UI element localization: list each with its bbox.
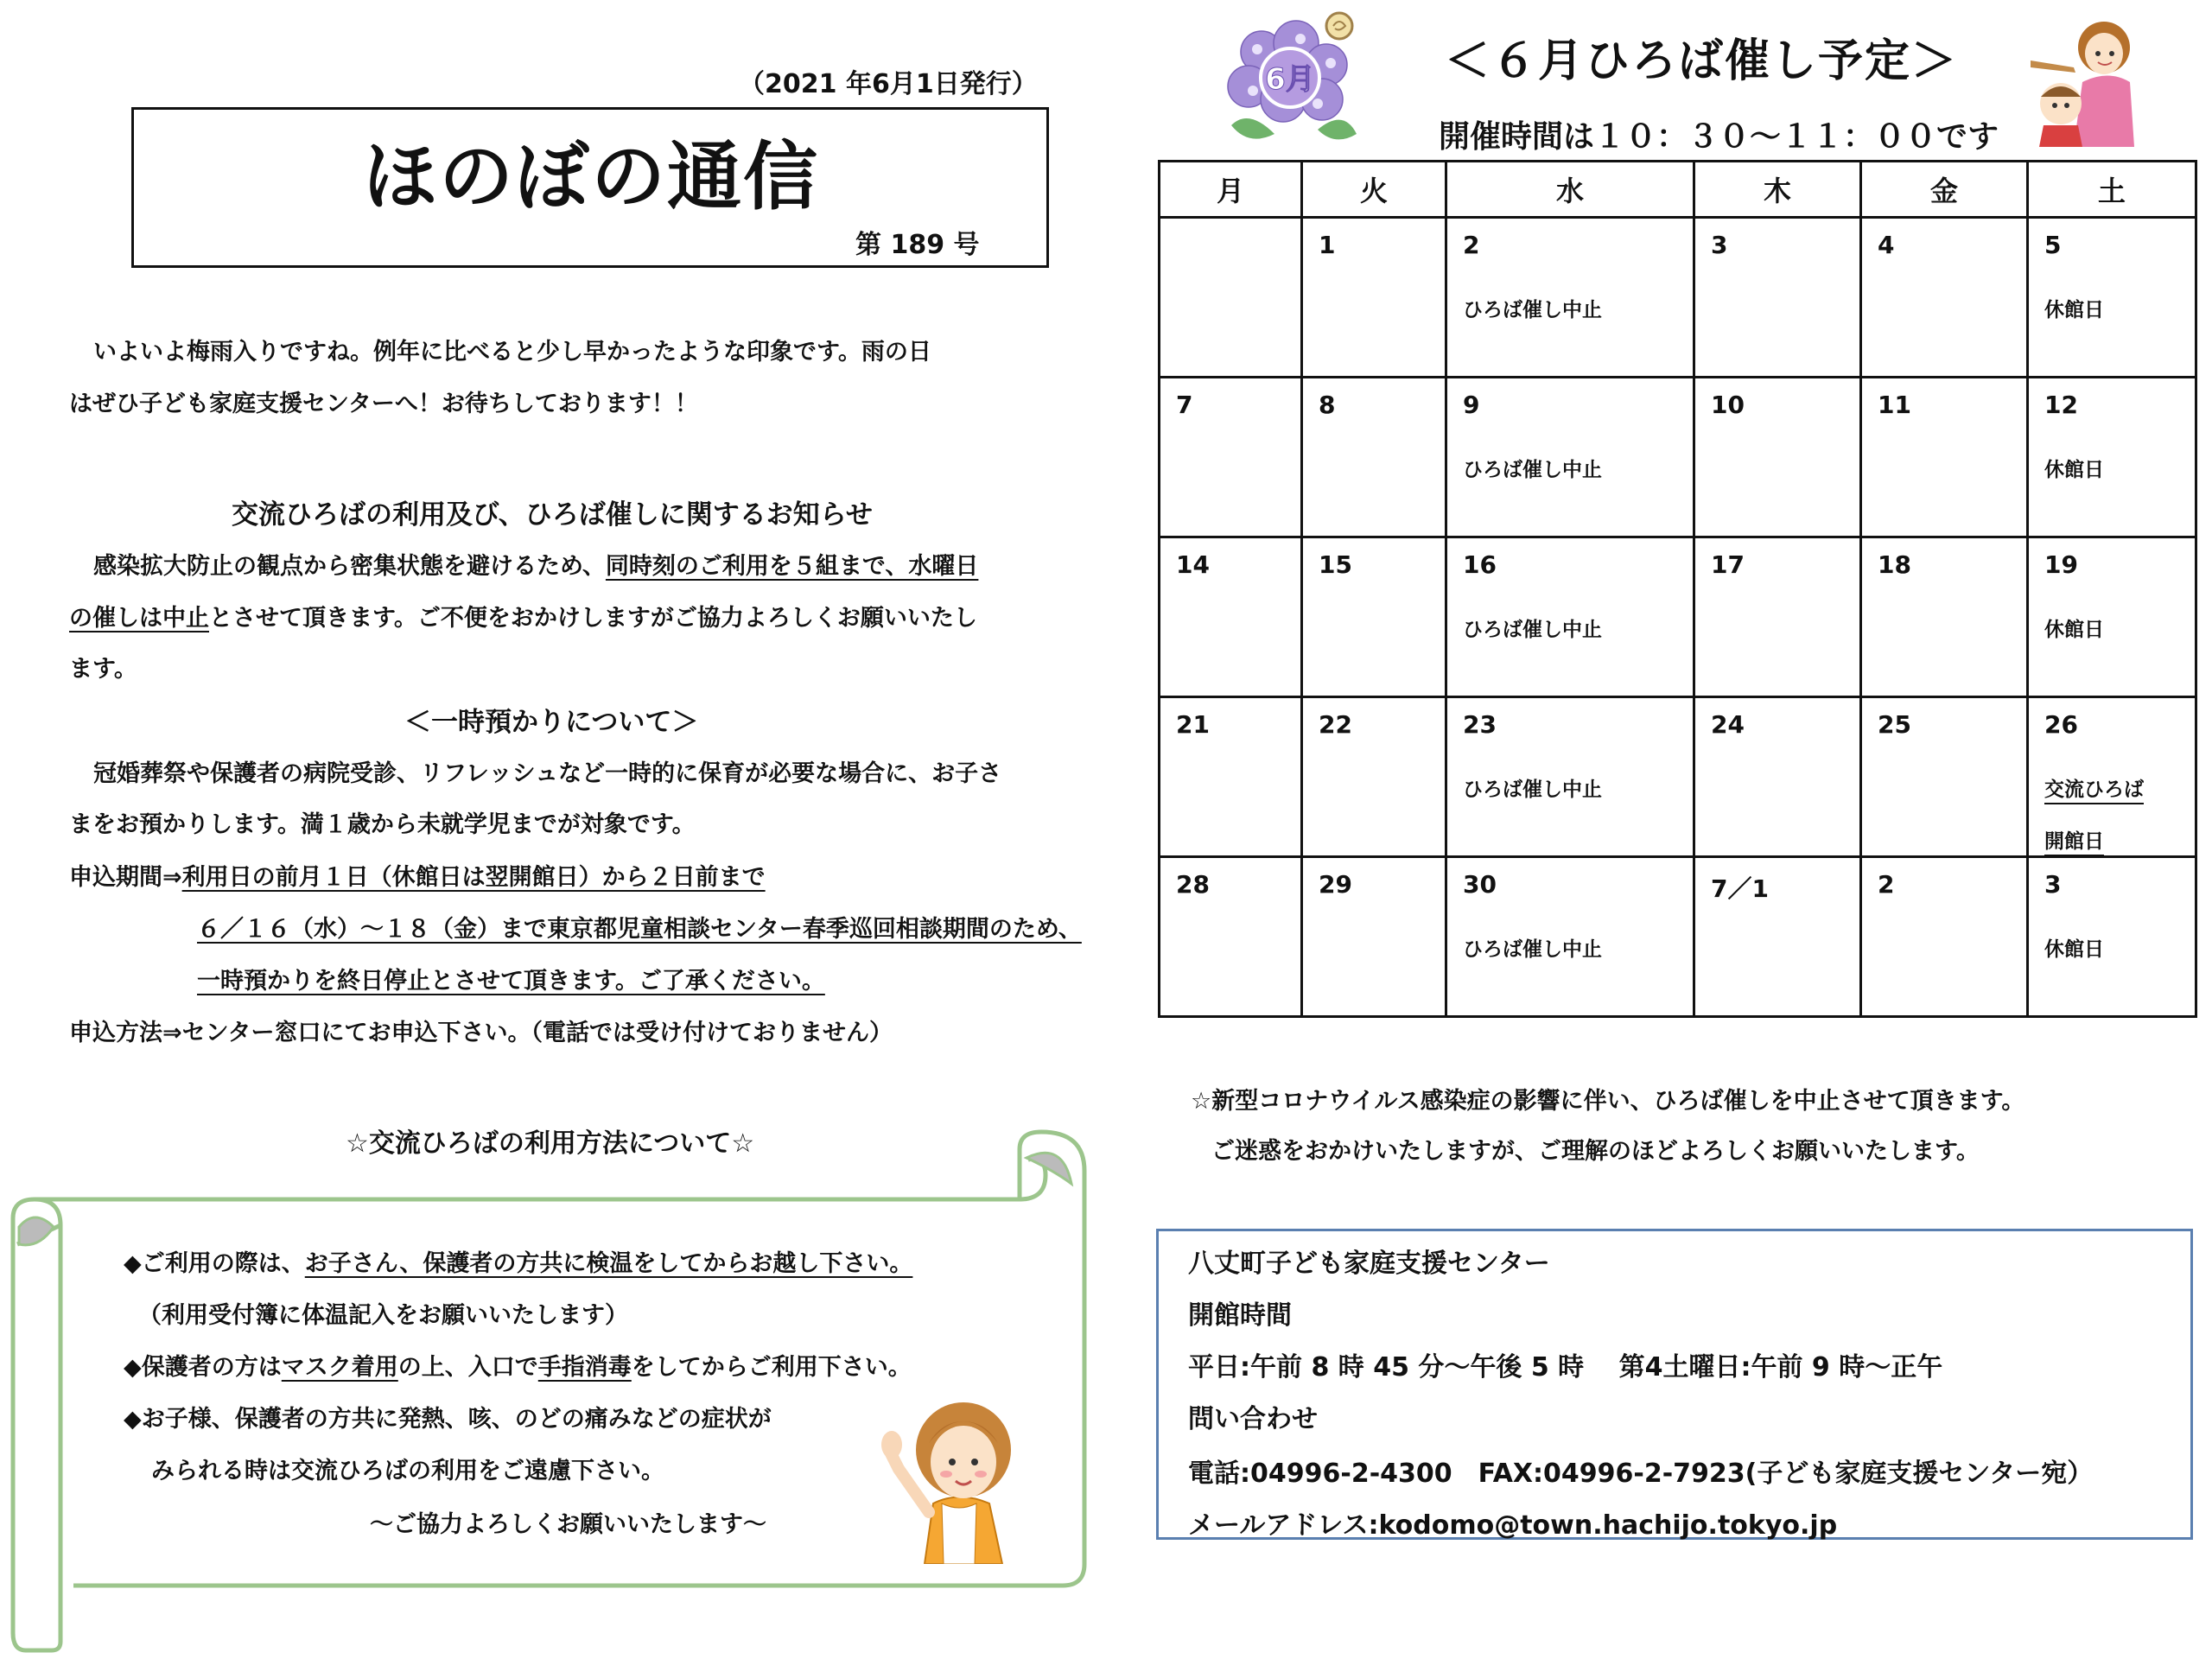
day-event-note: ひろば催し中止 [1463, 619, 1602, 641]
day-number: 25 [1878, 710, 1911, 739]
weekday-wed: 水 [1446, 162, 1694, 218]
calendar-day-cell [1446, 378, 1694, 537]
scroll-line-3d: 手指消毒 [537, 1354, 632, 1381]
section1-line-1a: 感染拡大防止の観点から密集状態を避けるため、 [93, 553, 606, 580]
day-number: 14 [1176, 550, 1210, 579]
hours-label: 開館時間 [1188, 1300, 1292, 1331]
calendar-day-cell [1302, 697, 1446, 857]
scroll-line-4: ◆お子様、保護者の方共に発熱、咳、のどの痛みなどの症状が [124, 1406, 772, 1433]
calendar-day-cell [1861, 537, 2028, 697]
issue-number: 第 189 号 [855, 230, 980, 260]
staff-woman-illustration [873, 1382, 1046, 1564]
section1-line-1 [93, 547, 978, 581]
calendar-day-cell [1160, 218, 1302, 378]
hydrangea-badge-icon [1214, 4, 1365, 151]
calendar-day-cell [1861, 218, 2028, 378]
calendar-day-cell [1694, 537, 1861, 697]
scroll-line-5: みられる時は交流ひろばの利用をご遠慮下さい。 [151, 1458, 664, 1484]
day-event-note: 交流ひろば 開館日 [2044, 779, 2144, 853]
calendar-day-cell [1446, 697, 1694, 857]
period-label: 申込期間⇒ [69, 864, 182, 891]
scroll-line-3e: をしてからご利用下さい。 [631, 1354, 912, 1381]
day-number: 4 [1878, 231, 1895, 259]
section2-line-2: まをお預かりします。満１歳から未就学児までが対象です。 [69, 811, 696, 838]
day-number: 3 [2044, 870, 2062, 899]
newsletter-title: ほのぼの通信 [363, 134, 819, 220]
phone-fax: 電話:04996-2-4300 FAX:04996-2-7923(子ども家庭支援センター宛） [1188, 1459, 2094, 1489]
day-number: 2 [1878, 870, 1895, 899]
weekday-tue: 火 [1302, 162, 1446, 218]
scroll-line-2: （利用受付簿に体温記入をお願いいたします） [138, 1302, 628, 1329]
calendar-day-cell [1302, 378, 1446, 537]
calendar-day-cell [1446, 857, 1694, 1017]
section1-line-1b: 同時刻のご利用を５組まで、水曜日 [605, 553, 979, 580]
calendar-day-cell [1160, 697, 1302, 857]
email-address: メールアドレス:kodomo@town.hachijo.tokyo.jp [1188, 1510, 1838, 1541]
calendar-day-cell [1302, 537, 1446, 697]
section2-line-1: 冠婚葬祭や保護者の病院受診、リフレッシュなど一時的に保育が必要な場合に、お子さ [93, 760, 1002, 787]
day-number: 19 [2044, 550, 2078, 579]
day-number: 26 [2044, 710, 2078, 739]
calendar-day-cell [1694, 857, 1861, 1017]
calendar-week-row [1160, 537, 2196, 697]
section1-heading: 交流ひろばの利用及び、ひろば催しに関するお知らせ [232, 499, 873, 531]
calendar-day-cell [2028, 537, 2196, 697]
day-event-note: 休館日 [2044, 938, 2104, 961]
calendar-day-cell [1302, 857, 1446, 1017]
day-number: 29 [1319, 870, 1352, 899]
cancellation-notice-2: ご迷惑をおかけいたしますが、ご理解のほどよろしくお願いいたします。 [1211, 1138, 1980, 1165]
center-name: 八丈町子ども家庭支援センター [1188, 1249, 1550, 1279]
calendar-day-cell [1694, 378, 1861, 537]
day-number: 21 [1176, 710, 1210, 739]
period-value: 利用日の前月１日（休館日は翌開館日）から２日前まで [181, 864, 766, 891]
calendar-day-cell [2028, 697, 2196, 857]
day-event-note: ひろば催し中止 [1463, 779, 1602, 801]
calendar-day-cell [1694, 218, 1861, 378]
scroll-line-3 [124, 1348, 912, 1382]
scroll-line-1 [124, 1244, 912, 1278]
scroll-line-3b: マスク着用 [281, 1354, 398, 1381]
scroll-line-3a: ◆保護者の方は [124, 1354, 282, 1381]
day-event-note: 休館日 [2044, 619, 2104, 641]
weekday-header-row [1160, 162, 2196, 218]
calendar-day-cell [1160, 537, 1302, 697]
day-event-note: 休館日 [2044, 299, 2104, 321]
calendar-week-row [1160, 378, 2196, 537]
day-number: 7 [1176, 391, 1193, 419]
day-number: 9 [1463, 391, 1480, 419]
day-number: 3 [1711, 231, 1728, 259]
day-number: 1 [1319, 231, 1336, 259]
day-number: 2 [1463, 231, 1480, 259]
day-number: 7／1 [1711, 874, 1769, 903]
section1-line-2a: の催しは中止 [69, 605, 209, 632]
weekday-sat: 土 [2028, 162, 2196, 218]
issue-date: （2021 年6月1日発行） [739, 69, 1038, 99]
badge-label: 6月 [1265, 62, 1315, 97]
calendar-day-cell [1160, 378, 1302, 537]
calendar-week-row [1160, 697, 2196, 857]
section1-line-2 [69, 599, 977, 632]
day-event-note: 休館日 [2044, 459, 2104, 481]
inquiry-label: 問い合わせ [1188, 1404, 1318, 1434]
scroll-line-1a: ◆ご利用の際は、 [124, 1250, 305, 1277]
calendar-week-row [1160, 857, 2196, 1017]
calendar-day-cell [1861, 857, 2028, 1017]
intro-line-1: いよいよ梅雨入りですね。例年に比べると少し早かったような印象です。雨の日 [93, 339, 931, 365]
calendar-day-cell [2028, 857, 2196, 1017]
day-number: 17 [1711, 550, 1745, 579]
cancellation-notice-1: ☆新型コロナウイルス感染症の影響に伴い、ひろば催しを中止させて頂きます。 [1191, 1088, 2025, 1115]
application-period [69, 858, 766, 892]
opening-hours: 平日:午前 8 時 45 分～午後 5 時 第4土曜日:午前 9 時～正午 [1188, 1352, 1943, 1382]
section1-line-2b: とさせて頂きます。ご不便をおかけしますがご協力よろしくお願いいたし [209, 605, 977, 632]
calendar-day-cell [1861, 697, 2028, 857]
scroll-line-1b: お子さん、保護者の方共に検温をしてからお越し下さい。 [304, 1250, 913, 1277]
section1-line-3: ます。 [69, 656, 137, 683]
weekday-mon: 月 [1160, 162, 1302, 218]
scroll-heading: ☆交流ひろばの利用方法について☆ [346, 1128, 755, 1159]
calendar-hours: 開催時間は１０：３０～１１：００です [1439, 119, 1999, 155]
day-number: 23 [1463, 710, 1497, 739]
period-note-1: ６／１６（水）～１８（金）まで東京都児童相談センター春季巡回相談期間のため、 [197, 916, 1082, 943]
day-number: 16 [1463, 550, 1497, 579]
scroll-line-3c: の上、入口で [397, 1354, 538, 1381]
calendar-day-cell [1861, 378, 2028, 537]
section2-heading: ＜一時預かりについて＞ [404, 707, 699, 738]
day-event-note: ひろば催し中止 [1463, 459, 1602, 481]
intro-line-2: はぜひ子ども家庭支援センターへ！お待ちしております！！ [69, 391, 698, 417]
day-event-note: ひろば催し中止 [1463, 299, 1602, 321]
day-number: 15 [1319, 550, 1352, 579]
mother-child-illustration [2022, 0, 2143, 151]
day-number: 12 [2044, 391, 2078, 419]
calendar-day-cell [1302, 218, 1446, 378]
weekday-fri: 金 [1861, 162, 2028, 218]
day-number: 28 [1176, 870, 1210, 899]
calendar-week-row [1160, 218, 2196, 378]
calendar-day-cell [1446, 218, 1694, 378]
day-number: 22 [1319, 710, 1352, 739]
calendar-day-cell [1694, 697, 1861, 857]
application-method: 申込方法⇒センター窓口にてお申込下さい。（電話では受け付けておりません） [69, 1020, 893, 1046]
weekday-thu: 木 [1694, 162, 1861, 218]
day-number: 10 [1711, 391, 1745, 419]
day-number: 24 [1711, 710, 1745, 739]
day-number: 18 [1878, 550, 1911, 579]
calendar-day-cell [1160, 857, 1302, 1017]
day-number: 8 [1319, 391, 1336, 419]
period-note-2: 一時預かりを終日停止とさせて頂きます。ご了承ください。 [197, 968, 825, 995]
day-number: 5 [2044, 231, 2062, 259]
day-number: 30 [1463, 870, 1497, 899]
day-event-note: ひろば催し中止 [1463, 938, 1602, 961]
calendar-day-cell [1446, 537, 1694, 697]
scroll-line-6: ～ご協力よろしくお願いいたします～ [370, 1511, 766, 1538]
calendar-title: ＜６月ひろば催し予定＞ [1445, 35, 1959, 87]
day-number: 11 [1878, 391, 1911, 419]
event-calendar [1158, 160, 2197, 1018]
calendar-day-cell [2028, 378, 2196, 537]
calendar-day-cell [2028, 218, 2196, 378]
